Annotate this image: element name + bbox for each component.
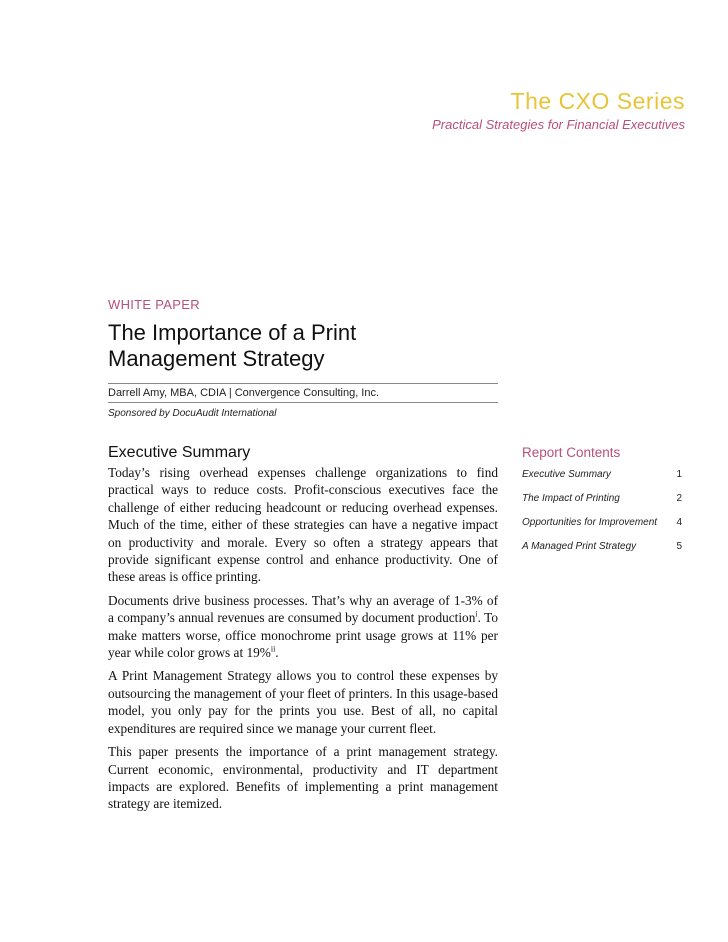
toc-item[interactable] (522, 493, 682, 517)
report-contents (522, 445, 682, 565)
document-title-line1: The Importance of a Print (108, 320, 357, 345)
footnote-ref[interactable]: ii (270, 644, 276, 654)
paragraph: Documents drive business processes. That’s why an average of 1-3% of a company’s annual revenues are consumed by document production$^i$. To make matters worse, office monochrome print usage grows at 11% per year while color grows at 19%$^{ii}$. (108, 592, 498, 661)
executive-summary-heading: Executive Summary (108, 444, 251, 461)
toc-item[interactable] (522, 469, 682, 493)
paragraph: This paper presents the importance of a print management strategy. Current economic, environmental, productivity and IT department impacts are explored. Benefits of implementing a print management strategy are itemized. (108, 744, 498, 812)
toc-item-page: 4 (676, 517, 682, 528)
divider-top (108, 383, 498, 384)
report-contents-heading: Report Contents (522, 445, 621, 460)
footnote-ref[interactable]: i (475, 609, 478, 619)
author-line: Darrell Amy, MBA, CDIA | Convergence Consulting, Inc. (108, 387, 380, 399)
toc-item-page: 5 (676, 541, 682, 552)
toc-item-page: 2 (676, 493, 682, 504)
executive-summary-body (108, 464, 498, 819)
toc-item[interactable] (522, 517, 682, 541)
toc-item-label: Executive Summary (522, 469, 611, 480)
toc-item[interactable] (522, 541, 682, 565)
divider-bottom (108, 402, 498, 403)
toc-item-label: A Managed Print Strategy (522, 541, 637, 552)
paragraph: Today’s rising overhead expenses challenge organizations to find practical ways to reduce costs. Profit-conscious executives face the challenge of either reducing headcount or reducing overhead expenses. Much of the time, either of these strategies can have a negative impact on productivity and morale. Every so often a strategy appears that provide significant expense control and enhance productivity. One of these areas is office printing. (108, 465, 498, 585)
paragraph: A Print Management Strategy allows you to control these expenses by outsourcing the management of your fleet of printers. In this usage-based model, you only pay for the prints you use. Best of all, no capital expenditures are required since we manage your current fleet. (108, 668, 498, 736)
sponsor-line: Sponsored by DocuAudit International (108, 408, 277, 419)
document-type-label: WHITE PAPER (108, 297, 200, 312)
series-subtitle: Practical Strategies for Financial Executives (432, 117, 685, 132)
document-title (108, 320, 508, 372)
toc-item-label: Opportunities for Improvement (522, 517, 658, 528)
toc-item-page: 1 (676, 469, 682, 480)
document-title-line2: Management Strategy (108, 346, 325, 371)
toc-item-label: The Impact of Printing (522, 493, 620, 504)
series-title: The CXO Series (510, 88, 685, 114)
